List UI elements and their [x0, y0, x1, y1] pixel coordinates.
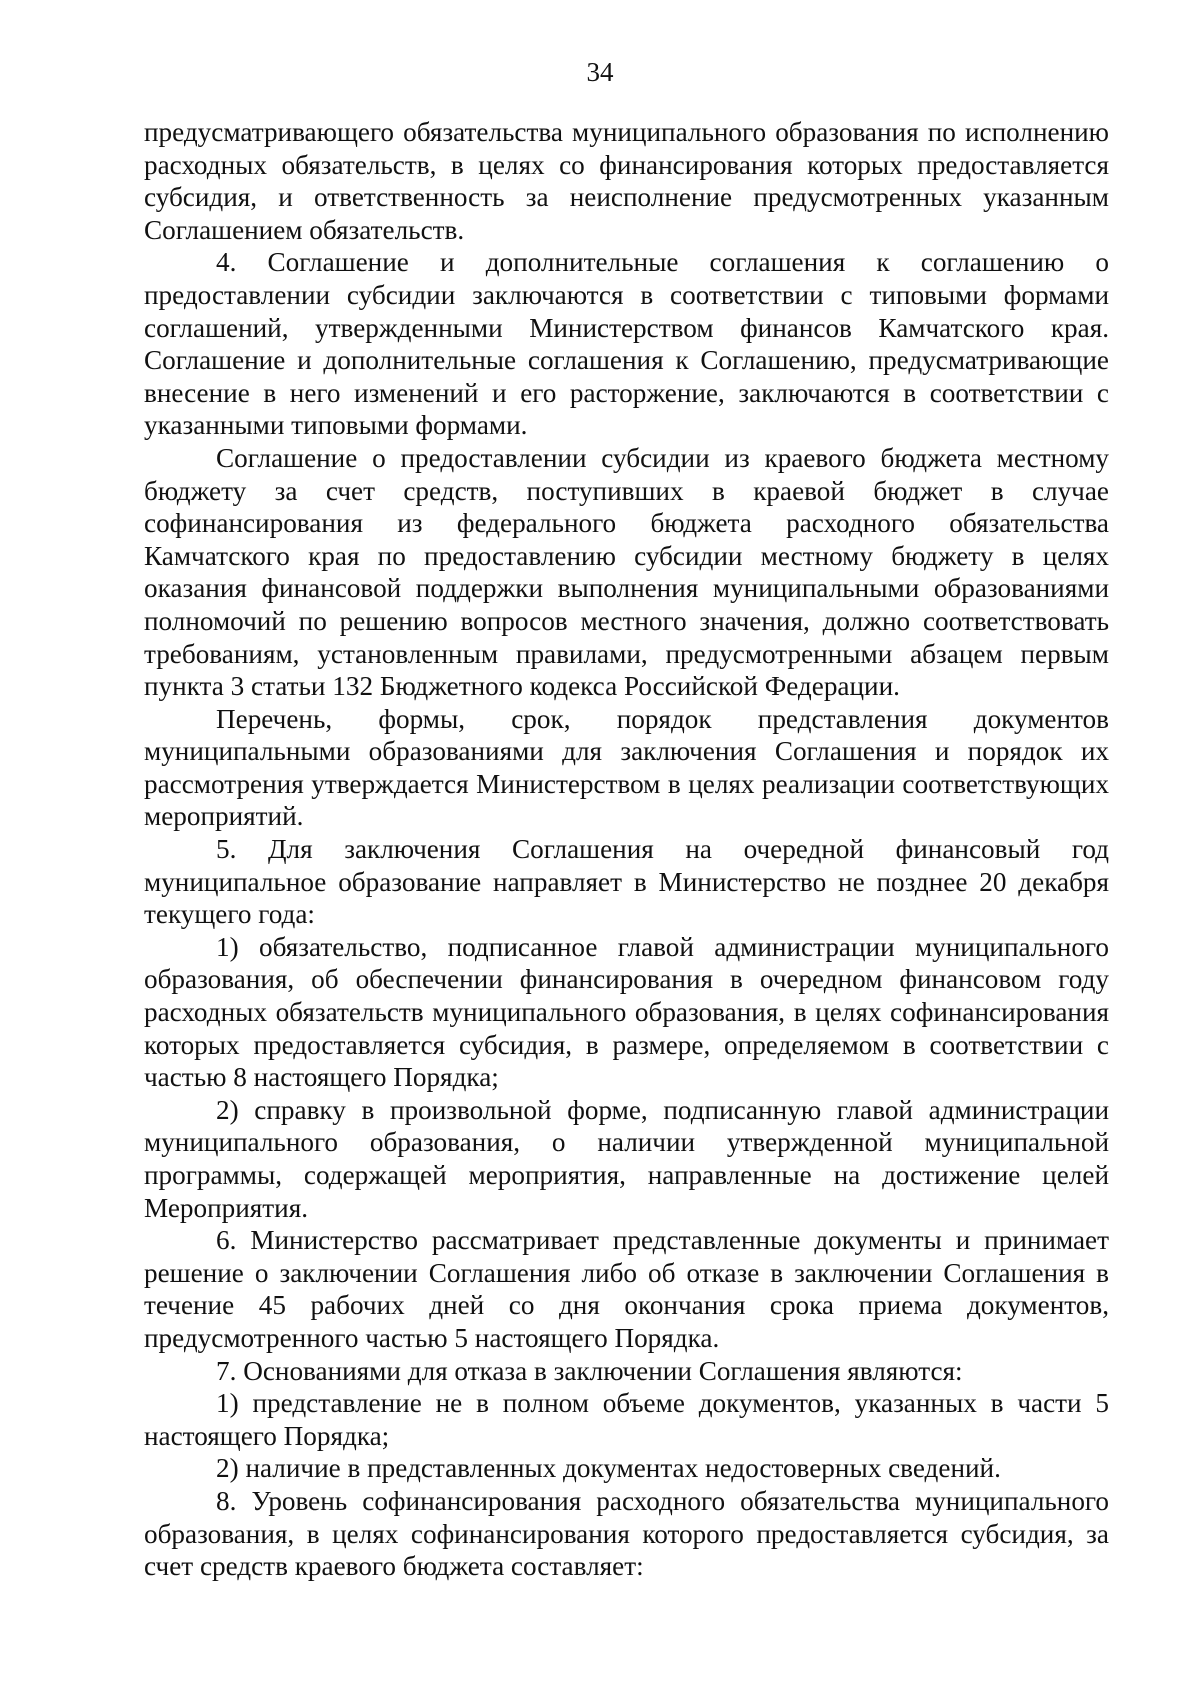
paragraph-continuation: предусматривающего обязательства муниципального образования по исполнению расходных обязательств, в целях со финансирования которых предоставляется субсидия, и ответственность за неисполнение предусмотренных указанным Соглашением обязательств.: [144, 117, 1109, 245]
paragraph-item-7: 7. Основаниями для отказа в заключении Соглашения являются:: [216, 1355, 963, 1386]
paragraph-item-6: 6. Министерство рассматривает представленные документы и принимает решение о заключении Соглашения либо об отказе в заключении Соглашения в течение 45 рабочих дней со дня окончания срока приема документов, предусмотренного частью 5 настоящего Порядка.: [144, 1225, 1109, 1353]
paragraph-item-5-2: 2) справку в произвольной форме, подписанную главой администрации муниципального образования, о наличии утвержденной муниципальной программы, содержащей мероприятия, направленные на достижение целей Мероприятия.: [144, 1094, 1109, 1223]
page-number: 34: [586, 57, 614, 87]
paragraph-item-4: 4. Соглашение и дополнительные соглашения к соглашению о предоставлении субсидии заключаются в соответствии с типовыми формами соглашений, утвержденными Министерством финансов Камчатского края. Соглашение и дополнительные соглашения к Соглашению, предусматривающие внесение в него изменений и его расторжение, заключаются в соответствии с указанными типовыми формами.: [144, 247, 1109, 441]
document-body: [144, 116, 1109, 1583]
paragraph-agreement-requirements: Соглашение о предоставлении субсидии из краевого бюджета местному бюджету за счет средств, поступивших в краевой бюджет в случае софинансирования из федерального бюджета расходного обязательства Камчатского края по предоставлению субсидии местному бюджету в целях оказания финансовой поддержки выполнения муниципальными образованиями полномочий по решению вопросов местного значения, должно соответствовать требованиям, установленным правилами, предусмотренными абзацем первым пункта 3 статьи 132 Бюджетного кодекса Российской Федерации.: [144, 442, 1109, 702]
paragraph-item-8: 8. Уровень софинансирования расходного обязательства муниципального образования, в целях софинансирования которого предоставляется субсидия, за счет средств краевого бюджета составляет:: [144, 1485, 1109, 1582]
paragraph-item-7-1: 1) представление не в полном объеме документов, указанных в части 5 настоящего Порядка;: [144, 1388, 1109, 1451]
paragraph-item-7-2: 2) наличие в представленных документах недостоверных сведений.: [216, 1453, 1001, 1484]
paragraph-item-5-1: 1) обязательство, подписанное главой администрации муниципального образования, об обеспечении финансирования в очередном финансовом году расходных обязательств муниципального образования, в целях софинансирования которых предоставляется субсидия, в размере, определяемом в соответствии с частью 8 настоящего Порядка;: [144, 931, 1109, 1093]
paragraph-item-5: 5. Для заключения Соглашения на очередной финансовый год муниципальное образование направляет в Министерство не позднее 20 декабря текущего года:: [144, 834, 1109, 930]
paragraph-document-list: Перечень, формы, срок, порядок представления документов муниципальными образованиями для заключения Соглашения и порядок их рассмотрения утверждается Министерством в целях реализации соответствующих мероприятий.: [144, 703, 1109, 832]
